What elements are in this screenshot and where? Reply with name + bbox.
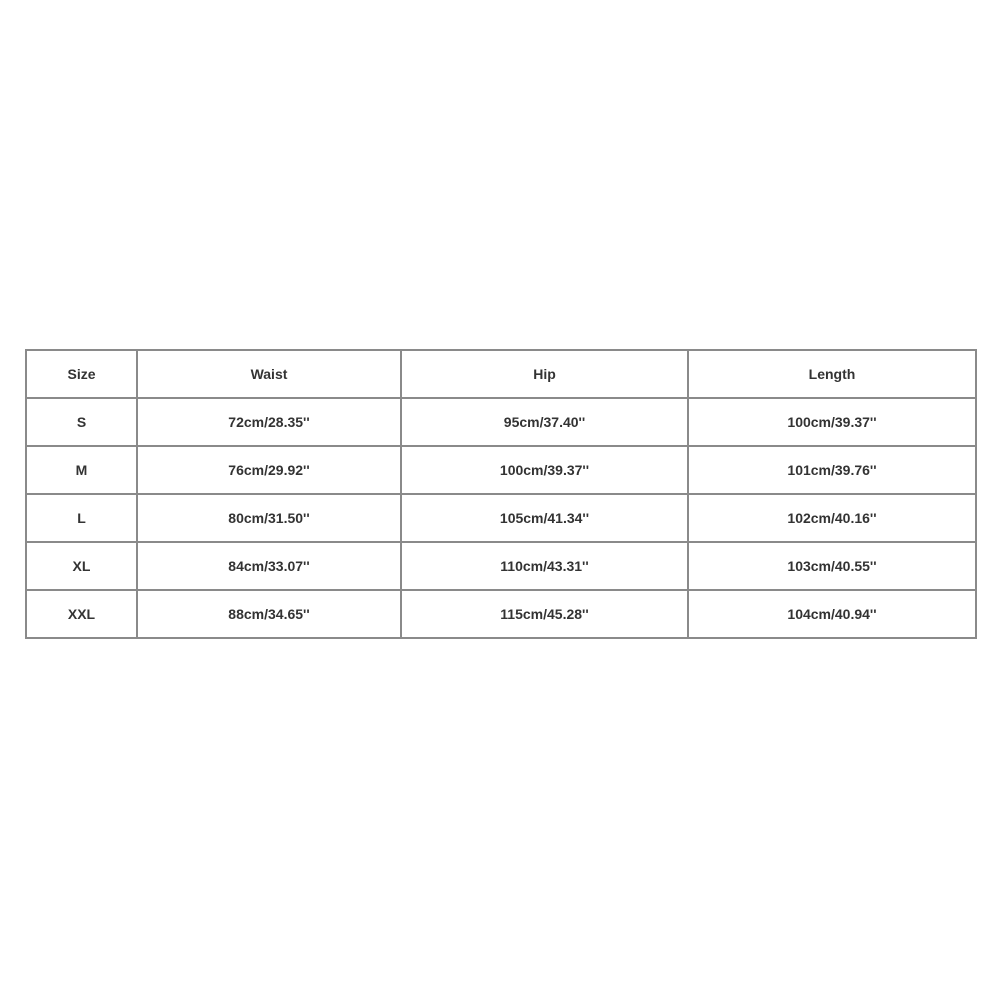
cell-size: XXL <box>26 590 137 638</box>
cell-size: L <box>26 494 137 542</box>
cell-waist: 88cm/34.65'' <box>137 590 401 638</box>
cell-length: 103cm/40.55'' <box>688 542 976 590</box>
table-row <box>26 590 976 638</box>
table-row <box>26 494 976 542</box>
cell-waist: 84cm/33.07'' <box>137 542 401 590</box>
cell-hip: 115cm/45.28'' <box>401 590 688 638</box>
table-row <box>26 398 976 446</box>
header-waist: Waist <box>137 350 401 398</box>
cell-hip: 95cm/37.40'' <box>401 398 688 446</box>
cell-hip: 105cm/41.34'' <box>401 494 688 542</box>
table-header-row <box>26 350 976 398</box>
cell-hip: 100cm/39.37'' <box>401 446 688 494</box>
table-row <box>26 542 976 590</box>
cell-hip: 110cm/43.31'' <box>401 542 688 590</box>
size-chart-table <box>25 349 977 639</box>
table-row <box>26 446 976 494</box>
cell-length: 101cm/39.76'' <box>688 446 976 494</box>
cell-length: 102cm/40.16'' <box>688 494 976 542</box>
header-hip: Hip <box>401 350 688 398</box>
header-size: Size <box>26 350 137 398</box>
cell-waist: 80cm/31.50'' <box>137 494 401 542</box>
cell-waist: 72cm/28.35'' <box>137 398 401 446</box>
cell-size: S <box>26 398 137 446</box>
cell-size: XL <box>26 542 137 590</box>
cell-length: 104cm/40.94'' <box>688 590 976 638</box>
cell-size: M <box>26 446 137 494</box>
header-length: Length <box>688 350 976 398</box>
cell-waist: 76cm/29.92'' <box>137 446 401 494</box>
cell-length: 100cm/39.37'' <box>688 398 976 446</box>
